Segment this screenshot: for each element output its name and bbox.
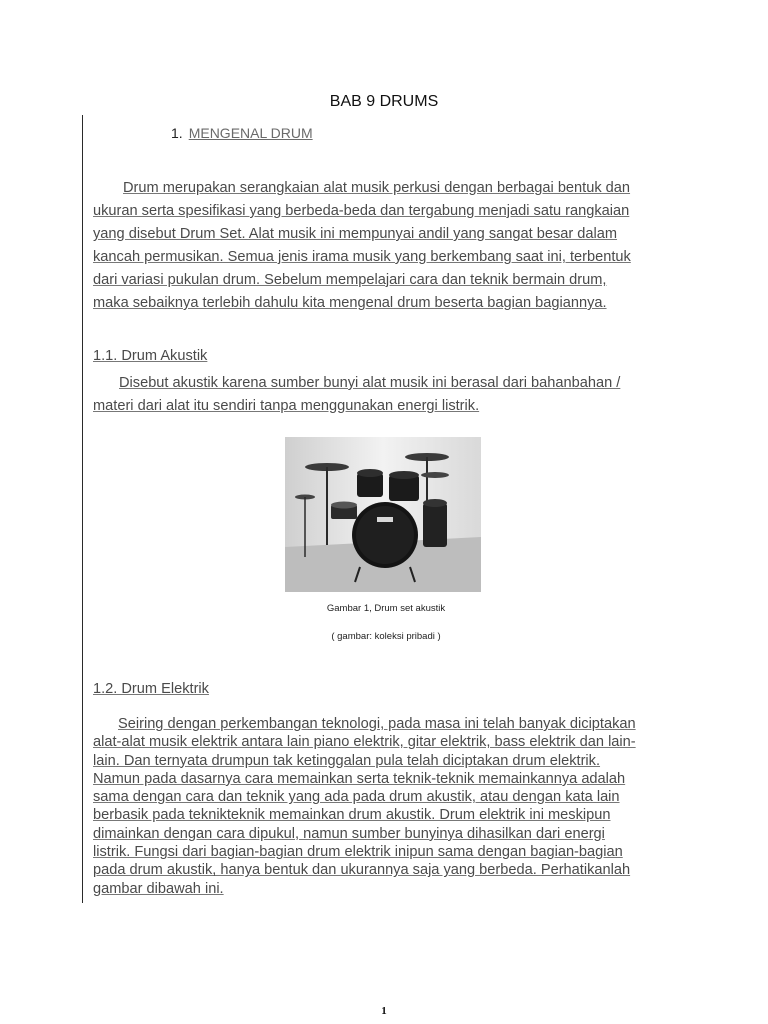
chapter-title: BAB 9 DRUMS	[329, 93, 439, 110]
paragraph-line: Drum merupakan serangkaian alat musik perkusi dengan berbagai bentuk dan	[123, 180, 631, 196]
revision-margin-bar	[82, 115, 83, 903]
acoustic-paragraph	[93, 372, 668, 418]
subsection-heading-electric: 1.2. Drum Elektrik	[93, 681, 209, 697]
paragraph-line: Disebut akustik karena sumber bunyi alat musik ini berasal dari bahanbahan /	[119, 375, 621, 391]
electric-paragraph	[93, 715, 668, 898]
paragraph-line: alat-alat musik elektrik antara lain piano elektrik, gitar elektrik, bass elektrik dan lain-	[93, 734, 636, 751]
paragraph-line: maka sebaiknya terlebih dahulu kita mengenal drum beserta bagian bagiannya.	[93, 295, 607, 311]
subsection-heading-acoustic: 1.1. Drum Akustik	[93, 348, 208, 364]
intro-paragraph	[93, 177, 668, 315]
paragraph-line: berbasik pada teknikteknik memainkan drum akustik. Drum elektrik ini meskipun	[93, 807, 611, 824]
paragraph-line: dari variasi pukulan drum. Sebelum mempelajari cara dan teknik bermain drum,	[93, 272, 607, 288]
section-heading	[171, 125, 313, 141]
paragraph-line: gambar dibawah ini.	[93, 880, 224, 897]
paragraph-line: yang disebut Drum Set. Alat musik ini mempunyai andil yang sangat besar dalam	[93, 226, 618, 242]
paragraph-line: Namun pada dasarnya cara memainkan serta teknik-teknik memainkannya adalah	[93, 770, 626, 787]
section-title: MENGENAL DRUM	[188, 125, 313, 141]
drum-set-photo	[285, 437, 481, 592]
page-number: 1	[381, 1005, 387, 1017]
paragraph-line: materi dari alat itu sendiri tanpa menggunakan energi listrik.	[93, 398, 480, 414]
paragraph-line: kancah permusikan. Semua jenis irama musik yang berkembang saat ini, terbentuk	[93, 249, 631, 265]
paragraph-line: ukuran serta spesifikasi yang berbeda-beda dan tergabung menjadi satu rangkaian	[93, 203, 630, 219]
paragraph-line: dimainkan dengan cara dipukul, namun sumber bunyinya dihasilkan dari energi	[93, 825, 605, 842]
paragraph-line: pada drum akustik, hanya bentuk dan ukurannya saja yang berbeda. Perhatikanlah	[93, 862, 631, 879]
section-number: 1.	[171, 125, 183, 141]
figure-caption: Gambar 1, Drum set akustik	[326, 603, 446, 614]
paragraph-line: lain. Dan ternyata drumpun tak ketinggalan pula telah diciptakan drum elektrik.	[93, 752, 601, 769]
paragraph-line: Seiring dengan perkembangan teknologi, pada masa ini telah banyak diciptakan	[118, 716, 636, 732]
paragraph-line: listrik. Fungsi dari bagian-bagian drum elektrik inipun sama dengan bagian-bagian	[93, 844, 623, 861]
paragraph-line: sama dengan cara dan teknik yang ada pada drum akustik, atau dengan kata lain	[93, 789, 620, 806]
figure-credit: ( gambar: koleksi pribadi )	[331, 631, 441, 642]
